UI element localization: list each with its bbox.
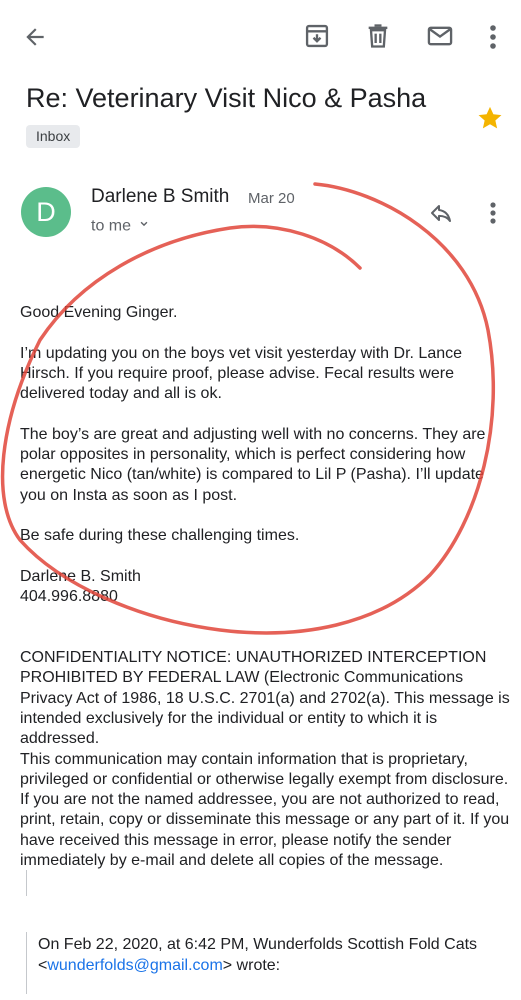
inbox-label[interactable]: Inbox <box>26 125 80 148</box>
recipient-label: to me <box>91 217 132 235</box>
signature-name: Darlene B. Smith <box>20 567 141 585</box>
body-paragraph: The boy’s are great and adjusting well with no concerns. They are polar opposites in personality, which is perfect considering how energetic Nico (tan/white) is compared to Lil P (Pasha). I’ll update you on Insta as soon as I post. <box>20 425 486 504</box>
greeting: Good Evening Ginger. <box>20 304 178 321</box>
mark-unread-button[interactable] <box>421 18 459 54</box>
more-options-button[interactable] <box>480 20 506 54</box>
email-date: Mar 20 <box>248 190 295 207</box>
reply-button[interactable] <box>424 198 458 228</box>
chevron-down-icon <box>137 217 151 236</box>
confidentiality-notice: CONFIDENTIALITY NOTICE: UNAUTHORIZED INTERCEPTION PROHIBITED BY FEDERAL LAW (Electronic Communications Privacy Act of 1986, 18 U.S.C. 2701(a) and 2702(a). This message is intended exclusively for the individual or entity to which it is addressed. <box>20 649 510 748</box>
quoted-prefix: On Feb 22, 2020, at 6:42 PM, Wunderfolds Scottish Fold Cats < <box>38 936 478 974</box>
email-subject: Re: Veterinary Visit Nico & Pasha <box>26 83 427 113</box>
signature-phone[interactable]: 404.996.8880 <box>20 588 118 606</box>
delete-icon <box>364 22 392 50</box>
top-toolbar <box>0 0 521 72</box>
mark-unread-icon <box>425 22 455 50</box>
more-vert-icon <box>489 24 497 50</box>
archive-button[interactable] <box>299 18 335 54</box>
star-button[interactable] <box>476 104 504 132</box>
body-paragraph: Be safe during these challenging times. <box>20 527 300 545</box>
avatar[interactable]: D <box>21 187 71 237</box>
quoted-suffix: > wrote: <box>222 956 281 974</box>
reply-icon <box>427 201 455 225</box>
sender-name[interactable]: Darlene B Smith <box>91 186 230 207</box>
more-vert-icon <box>489 201 497 225</box>
archive-icon <box>303 22 331 50</box>
recipient-toggle[interactable] <box>91 217 151 236</box>
back-button[interactable] <box>18 20 52 54</box>
quote-divider <box>26 932 27 994</box>
quote-divider <box>26 870 27 896</box>
delete-button[interactable] <box>360 18 396 54</box>
email-body <box>20 303 510 871</box>
quoted-header <box>38 935 498 976</box>
star-icon <box>476 104 504 132</box>
body-paragraph: I’m updating you on the boys vet visit yesterday with Dr. Lance Hirsch. If you require proof, please advise. Fecal results were delivered today and all is ok. <box>20 344 463 403</box>
quoted-email-link[interactable]: wunderfolds@gmail.com <box>47 956 223 974</box>
back-arrow-icon <box>22 24 48 50</box>
message-more-button[interactable] <box>482 198 504 228</box>
confidentiality-notice-continued: This communication may contain information that is proprietary, privileged or confidential or otherwise legally exempt from disclosure. If you are not the named addressee, you are not authorized to read, print, retain, copy or disseminate this message or any part of it. If you have received this message in error, please notify the sender immediately by e-mail and delete all copies of the message. <box>20 750 510 870</box>
